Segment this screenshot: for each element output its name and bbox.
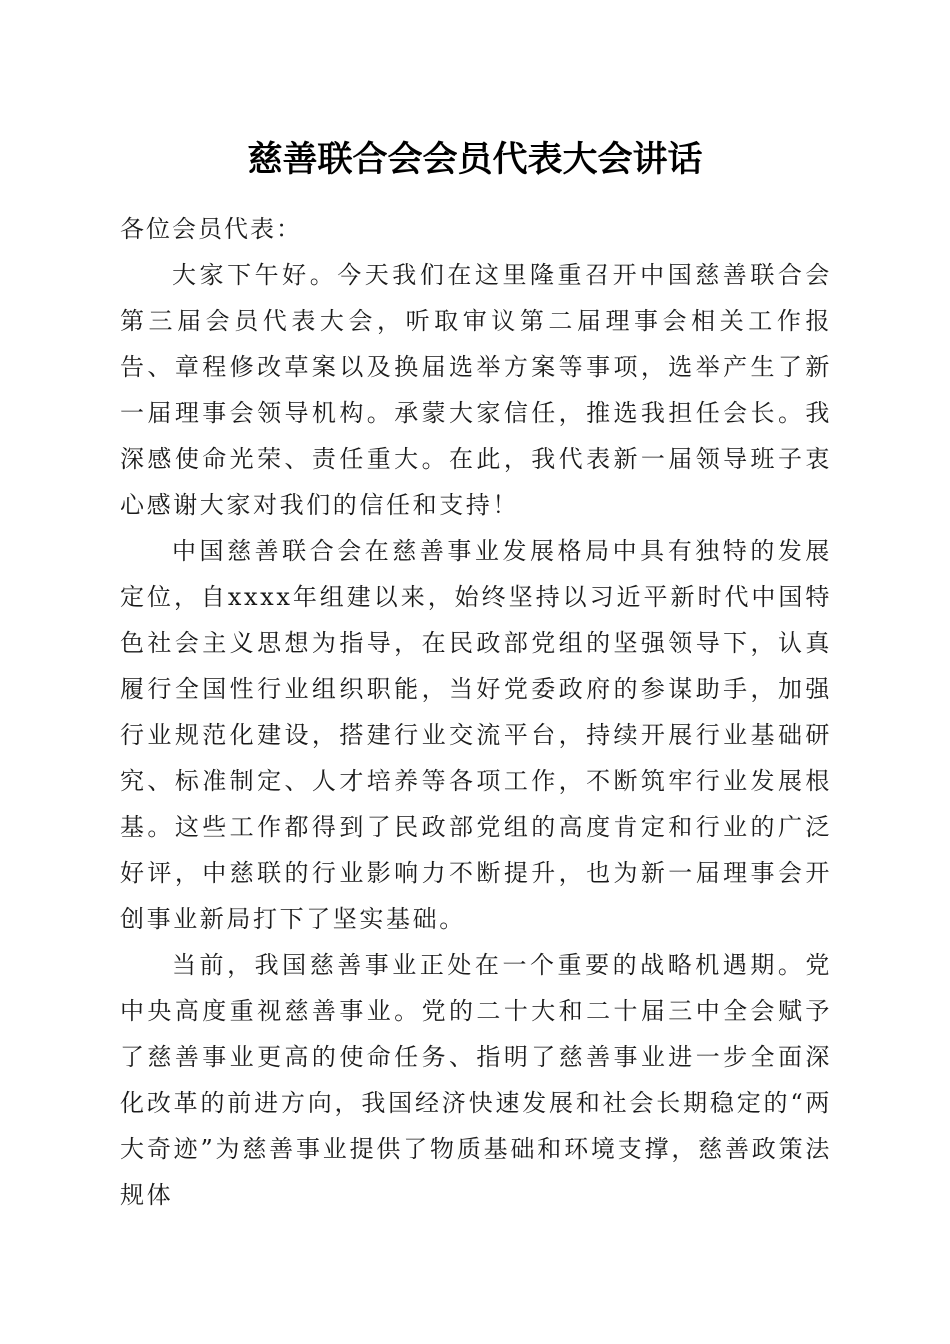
document-body [120, 206, 832, 1218]
document-title: 慈善联合会会员代表大会讲话 [247, 139, 703, 180]
paragraph-current-situation: 当前，我国慈善事业正处在一个重要的战略机遇期。党中央高度重视慈善事业。党的二十大和二十届三中全会赋予了慈善事业更高的使命任务、指明了慈善事业进一步全面深化改革的前进方向，我国经济快速发展和社会长期稳定的“两大奇迹”为慈善事业提供了物质基础和环境支撑，慈善政策法规体 [120, 951, 832, 1209]
paragraph-achievements: 中国慈善联合会在慈善事业发展格局中具有独特的发展定位，自xxxx年组建以来，始终坚持以习近平新时代中国特色社会主义思想为指导，在民政部党组的坚强领导下，认真履行全国性行业组织职能，当好党委政府的参谋助手，加强行业规范化建设，搭建行业交流平台，持续开展行业基础研究、标准制定、人才培养等各项工作，不断筑牢行业发展根基。这些工作都得到了民政部党组的高度肯定和行业的广泛好评，中慈联的行业影响力不断提升，也为新一届理事会开创事业新局打下了坚实基础。 [120, 537, 832, 933]
salutation: 各位会员代表： [120, 215, 302, 243]
paragraph-opening: 大家下午好。今天我们在这里隆重召开中国慈善联合会第三届会员代表大会，听取审议第二届理事会相关工作报告、章程修改草案以及换届选举方案等事项，选举产生了新一届理事会领导机构。承蒙大家信任，推选我担任会长。我深感使命光荣、责任重大。在此，我代表新一届领导班子衷心感谢大家对我们的信任和支持！ [120, 261, 832, 519]
